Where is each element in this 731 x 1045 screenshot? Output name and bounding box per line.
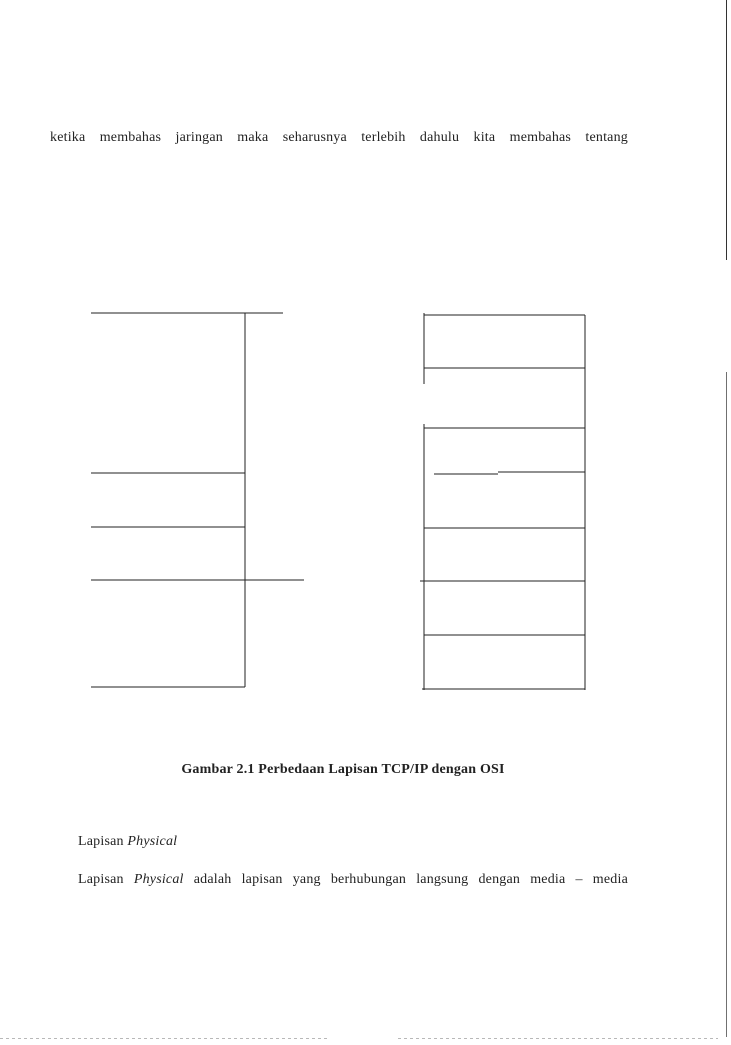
tcpip-stack bbox=[91, 313, 304, 687]
body-line-rest: adalah lapisan yang berhubungan langsung dengan media – media bbox=[183, 872, 628, 887]
body-line-italic: Physical bbox=[133, 872, 184, 887]
section-heading-plain: Lapisan bbox=[78, 834, 128, 849]
body-paragraph-line bbox=[78, 872, 628, 888]
body-line-start: Lapisan bbox=[78, 872, 134, 887]
scan-edge-bottom-left bbox=[0, 1038, 330, 1039]
scan-edge-right-bottom bbox=[726, 372, 727, 1037]
scan-edge-right-top bbox=[726, 0, 727, 260]
intro-paragraph-line: ketika membahas jaringan maka seharusnya terlebih dahulu kita membahas tentang bbox=[50, 130, 628, 145]
scan-edge-bottom-right bbox=[398, 1038, 718, 1039]
section-heading bbox=[78, 834, 177, 850]
osi-stack bbox=[420, 313, 585, 690]
section-heading-italic: Physical bbox=[127, 834, 178, 849]
figure-caption: Gambar 2.1 Perbedaan Lapisan TCP/IP dengan OSI bbox=[181, 762, 505, 777]
